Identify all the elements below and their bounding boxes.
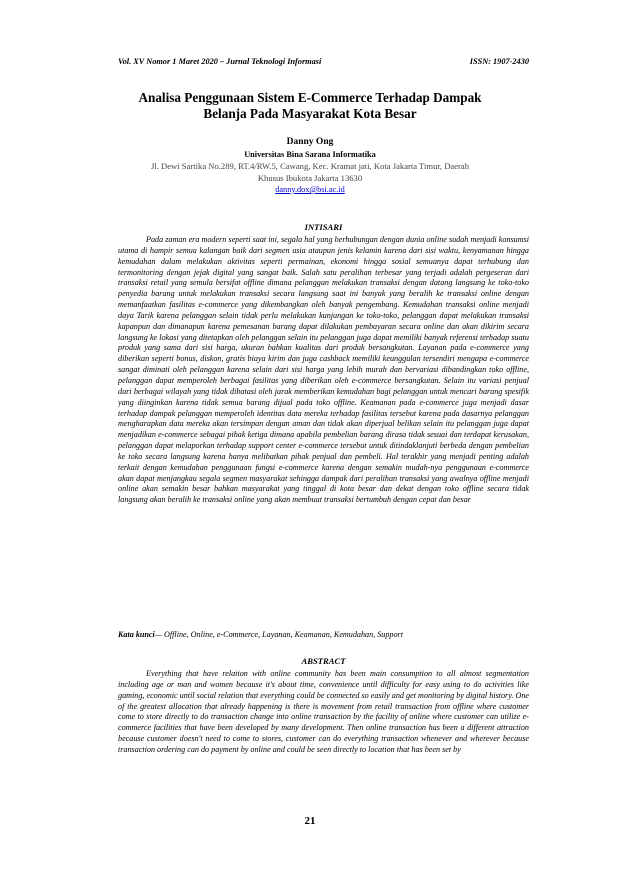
- abstract-heading: ABSTRACT: [301, 656, 346, 666]
- issn: ISSN: 1907-2430: [469, 57, 529, 66]
- intisari-heading: INTISARI: [304, 222, 343, 232]
- author-email-link[interactable]: danny.dox@bsi.ac.id: [275, 185, 345, 194]
- author-name: Danny Ong: [286, 137, 334, 147]
- title-line-2: Belanja Pada Masyarakat Kota Besar: [203, 106, 417, 121]
- journal-info: Vol. XV Nomor 1 Maret 2020 – Jurnal Teknologi Informasi: [118, 57, 322, 66]
- paper-title: [100, 90, 520, 122]
- author-affiliation: Universitas Bina Sarana Informatika: [244, 150, 376, 159]
- page-number: 21: [304, 815, 316, 827]
- keywords: [118, 629, 529, 640]
- author-block: [100, 136, 520, 196]
- title-line-1: Analisa Penggunaan Sistem E-Commerce Terhadap Dampak: [138, 90, 482, 105]
- author-address-line-1: Jl. Dewi Sartika No.289, RT.4/RW.5, Cawang, Kec. Kramat jati, Kota Jakarta Timur, Daerah: [151, 161, 469, 171]
- author-address-line-2: Khusus Ibukota Jakarta 13630: [257, 173, 363, 183]
- abstract-body: Everything that have relation with online community has been main consumption to all almost segmentation including age or man and women because it's about time, convenience until difficulty for easy using to do activities like gaming, economic until social relation that everything could be connected so easily and get monitoring by digital history. One of the greatest allocation that already happening is there is movement from retail transaction from offline where customer come to store directly to do transaction change into online transaction by the facility of online where customer can utilize e-commerce facilities that have been developed by many development. Then online transaction has been a different attraction because customer doesn't need to come to stores, customer can do everything transaction whenever and wherever because transaction ordering can do payment by online and could be seen directly to location that has been set by: [118, 669, 529, 754]
- intisari-body: Pada zaman era modern seperti saat ini, segala hal yang berhubungan dengan dunia online sudah menjadi konsumsi utama di hampir semua kalangan baik dari segmen usia ataupun jenis kelamin karena dari sisi waktu, kenyamanan hingga kemudahan dalam melakukan aktivitas seperti permainan, ekonomi hingga sosial semuanya dapat terhubung dan termonitoring dengan jejak digital yang sangat baik. Salah satu peralihan terbesar yang terjadi adalah pergeseran dari transaksi retail yang semula bersifat offline dimana pelanggan melakukan transaksi dengan datang langsung ke toko-toko penyedia barang untuk melakukan transaksi secara langsung saat ini banyak yang beralih ke transaksi online dengan memanfaatkan fasilitas e-commerce yang dikembangkan oleh banyak pengembang. Kemudahan transaksi online menjadi daya Tarik karena pelanggan selain tidak perlu melakukan kunjungan ke toko-toko, pelanggan dapat melakukan transaksi kapanpun dan dimanapun karena pemesanan barang dapat dilakukan pembayaran secara online dan akan dikirim secara langsung ke lokasi yang ditetapkan oleh pelanggan selain itu pelanggan juga dapat memiliki banyak referensi terhadap suatu produk yang sama dari sisi harga, ukuran bahkan kualitas dari produk bersangkutan. Layanan pada e-commerce yang diberikan seperti bonus, diskon, gratis biaya kirim dan juga cashback memiliki keunggulan tersendiri mengapa e-commerce sangat diminati oleh pelanggan karena selain dari sisi harga yang lebih murah dan bervariasi dibandingkan toko offline, pelanggan dapat memperoleh berbagai fasilitas yang diberikan oleh e-commerce bersangkutan. Selain itu variasi penjual dari berbagai wilayah yang tidak dibatasi oleh jarak memberikan kemudahan bagi pelanggan untuk mencari barang spesifik yang diinginkan karena tidak semua barang dijual pada toko offline. Keamanan pada e-commerce juga menjadi dasar terhadap dampak pelanggan memperoleh identitas data mereka terhadap fasilitas tersebut karena pada dasarnya pelanggan mengharapkan data mereka akan tersimpan dengan aman dan tidak akan diperjual belikan selain itu pelanggan juga dapat menjadikan e-commerce sebagai pihak ketiga dimana apabila pembelian barang dirasa tidak sesuai dan terdapat kerusakan, pelanggan dapat melaporkan terhadap support center e-commerce tersebut untuk ditindaklanjuti berbeda dengan pembelian ke toko secara langsung karena hanya melibatkan pihak penjual dan pembeli. Hal terakhir yang menjadi penting adalah terkait dengan kemudahan penggunaan fungsi e-commerce karena dengan semakin mudah-nya penggunaan e-commerce akan dapat menjangkau segala segmen masyarakat sehingga dampak dari peralihan transaksi yang awalnya offline menjadi online akan semakin besar bahkan masyarakat yang tinggal di kota besar dan dekat dengan toko offline secara tidak langsung akan beralih ke transaksi online yang akan membuat transaksi bertumbuh dengan cepat dan besar: [118, 235, 529, 505]
- keywords-list: — Offline, Online, e-Commerce, Layanan, Keamanan, Kemudahan, Support: [154, 630, 403, 639]
- running-header: [118, 57, 529, 67]
- keywords-label: Kata kunci: [118, 630, 155, 639]
